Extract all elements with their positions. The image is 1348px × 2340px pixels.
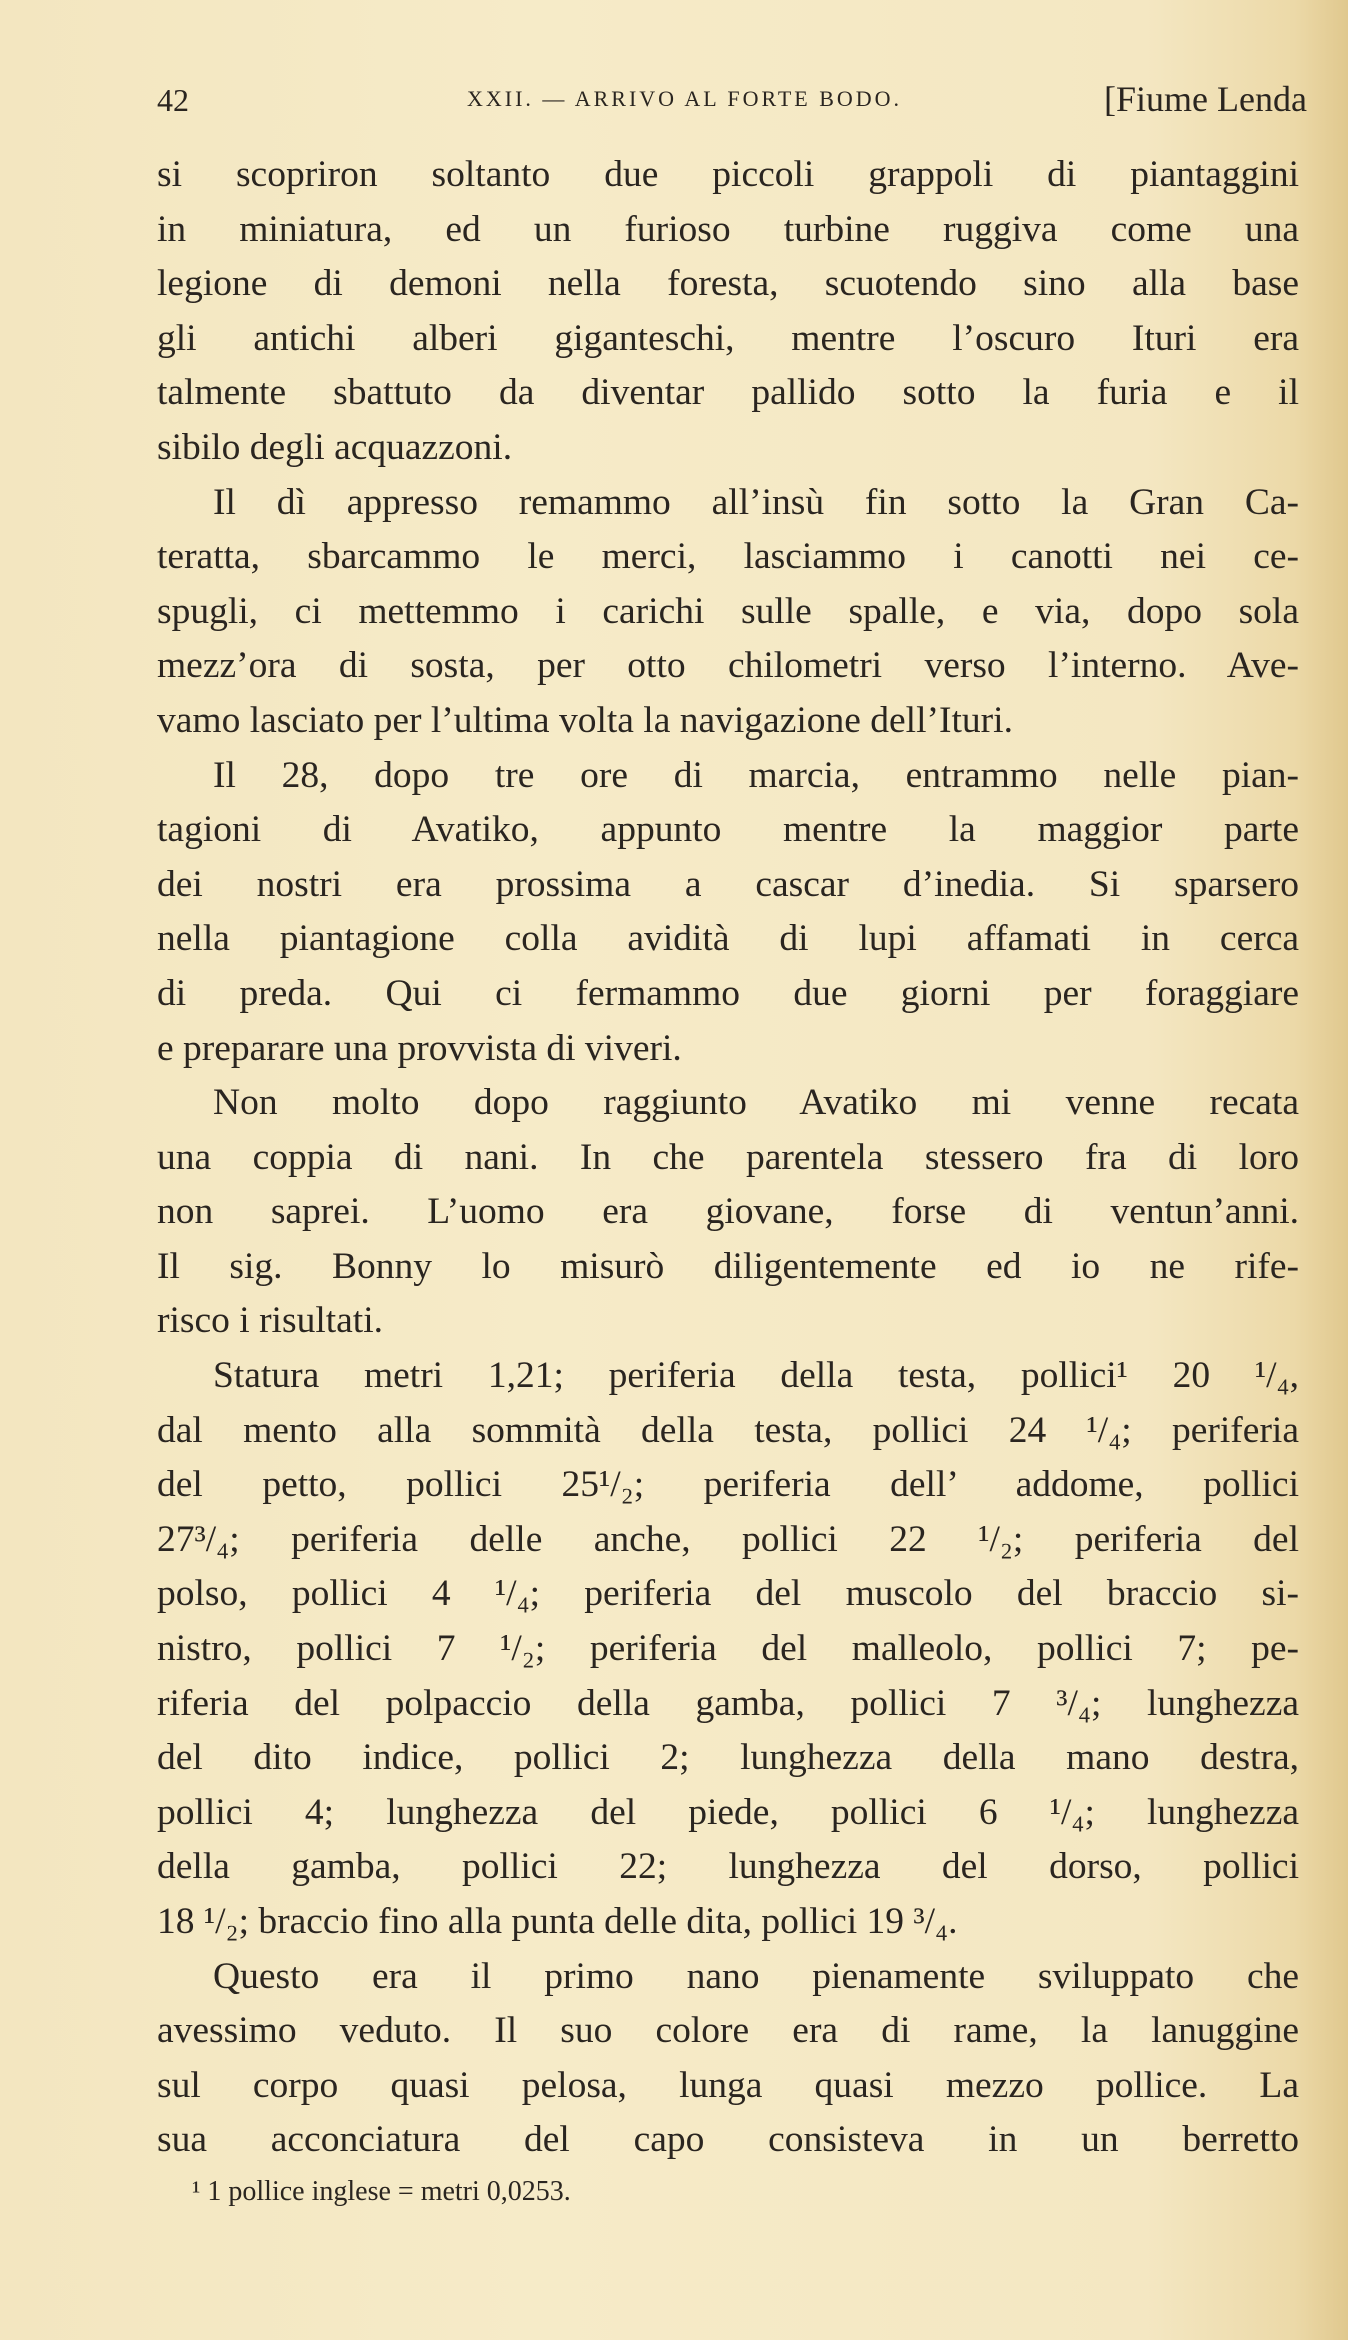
text-line: tagioni di Avatiko, appunto mentre la maggior parte bbox=[157, 809, 1299, 851]
footnote: ¹ 1 pollice inglese = metri 0,0253. bbox=[192, 2176, 571, 2207]
text-line: polso, pollici 4 ¹/₄; periferia del muscolo del braccio si- bbox=[157, 1573, 1299, 1615]
text-line: risco i risultati. bbox=[157, 1300, 384, 1342]
text-line: Il 28, dopo tre ore di marcia, entrammo nelle pian- bbox=[213, 754, 1299, 796]
text-line: si scopriron soltanto due piccoli grappoli di piantaggini bbox=[157, 154, 1299, 195]
text-line: nistro, pollici 7 ¹/₂; periferia del malleolo, pollici 7; pe- bbox=[157, 1628, 1299, 1670]
text-line: teratta, sbarcammo le merci, lasciammo i canotti nei ce- bbox=[157, 536, 1299, 578]
text-line: riferia del polpaccio della gamba, pollici 7 ³/₄; lunghezza bbox=[157, 1682, 1299, 1724]
text-line: Non molto dopo raggiunto Avatiko mi venne recata bbox=[213, 1082, 1299, 1124]
text-line: 18 ¹/₂; braccio fino alla punta delle dita, pollici 19 ³/₄. bbox=[157, 1901, 958, 1942]
text-line: di preda. Qui ci fermammo due giorni per foraggiare bbox=[157, 972, 1299, 1014]
text-line: e preparare una provvista di viveri. bbox=[157, 1027, 682, 1069]
text-line: dei nostri era prossima a cascar d’inedia. Si sparsero bbox=[157, 863, 1299, 905]
text-line: nella piantagione colla avidità di lupi affamati in cerca bbox=[157, 918, 1299, 960]
body-text bbox=[157, 148, 1299, 2168]
text-line: sua acconciatura del capo consisteva in un berretto bbox=[157, 2119, 1299, 2161]
text-line: talmente sbattuto da diventar pallido sotto la furia e il bbox=[157, 372, 1299, 414]
text-line: Statura metri 1,21; periferia della testa, pollici¹ 20 ¹/₄, bbox=[213, 1355, 1299, 1397]
text-line: Il dì appresso remammo all’insù fin sotto la Gran Ca- bbox=[213, 481, 1299, 523]
text-line: sul corpo quasi pelosa, lunga quasi mezzo pollice. La bbox=[157, 2064, 1299, 2106]
text-line: 27³/₄; periferia delle anche, pollici 22 ¹/₂; periferia del bbox=[157, 1518, 1299, 1560]
text-line: mezz’ora di sosta, per otto chilometri verso l’interno. Ave- bbox=[157, 645, 1299, 687]
text-line: una coppia di nani. In che parentela stessero fra di loro bbox=[157, 1136, 1299, 1178]
text-line: gli antichi alberi giganteschi, mentre l’oscuro Ituri era bbox=[157, 317, 1299, 359]
text-line: spugli, ci mettemmo i carichi sulle spalle, e via, dopo sola bbox=[157, 590, 1299, 632]
page-number: 42 bbox=[157, 82, 189, 118]
running-header bbox=[157, 78, 1307, 128]
text-line: sibilo degli acquazzoni. bbox=[157, 426, 513, 468]
text-line: pollici 4; lunghezza del piede, pollici 6 ¹/₄; lunghezza bbox=[157, 1791, 1299, 1833]
text-line: del dito indice, pollici 2; lunghezza della mano destra, bbox=[157, 1737, 1299, 1779]
text-line: avessimo veduto. Il suo colore era di rame, la lanuggine bbox=[157, 2010, 1299, 2052]
text-line: della gamba, pollici 22; lunghezza del dorso, pollici bbox=[157, 1846, 1299, 1888]
text-line: in miniatura, ed un furioso turbine ruggiva come una bbox=[157, 208, 1299, 250]
running-title: XXII. — ARRIVO AL FORTE BODO. bbox=[467, 86, 903, 111]
text-line: Questo era il primo nano pienamente sviluppato che bbox=[213, 1955, 1299, 1997]
text-line: vamo lasciato per l’ultima volta la navigazione dell’Ituri. bbox=[157, 699, 1013, 741]
text-line: del petto, pollici 25¹/₂; periferia dell’ addome, pollici bbox=[157, 1464, 1299, 1506]
text-line: legione di demoni nella foresta, scuotendo sino alla base bbox=[157, 263, 1299, 305]
text-line: Il sig. Bonny lo misurò diligentemente ed io ne rife- bbox=[157, 1245, 1299, 1287]
text-line: dal mento alla sommità della testa, pollici 24 ¹/₄; periferia bbox=[157, 1409, 1299, 1451]
text-line: non saprei. L’uomo era giovane, forse di ventun’anni. bbox=[157, 1191, 1299, 1233]
side-note: [Fiume Lenda bbox=[1104, 79, 1307, 119]
